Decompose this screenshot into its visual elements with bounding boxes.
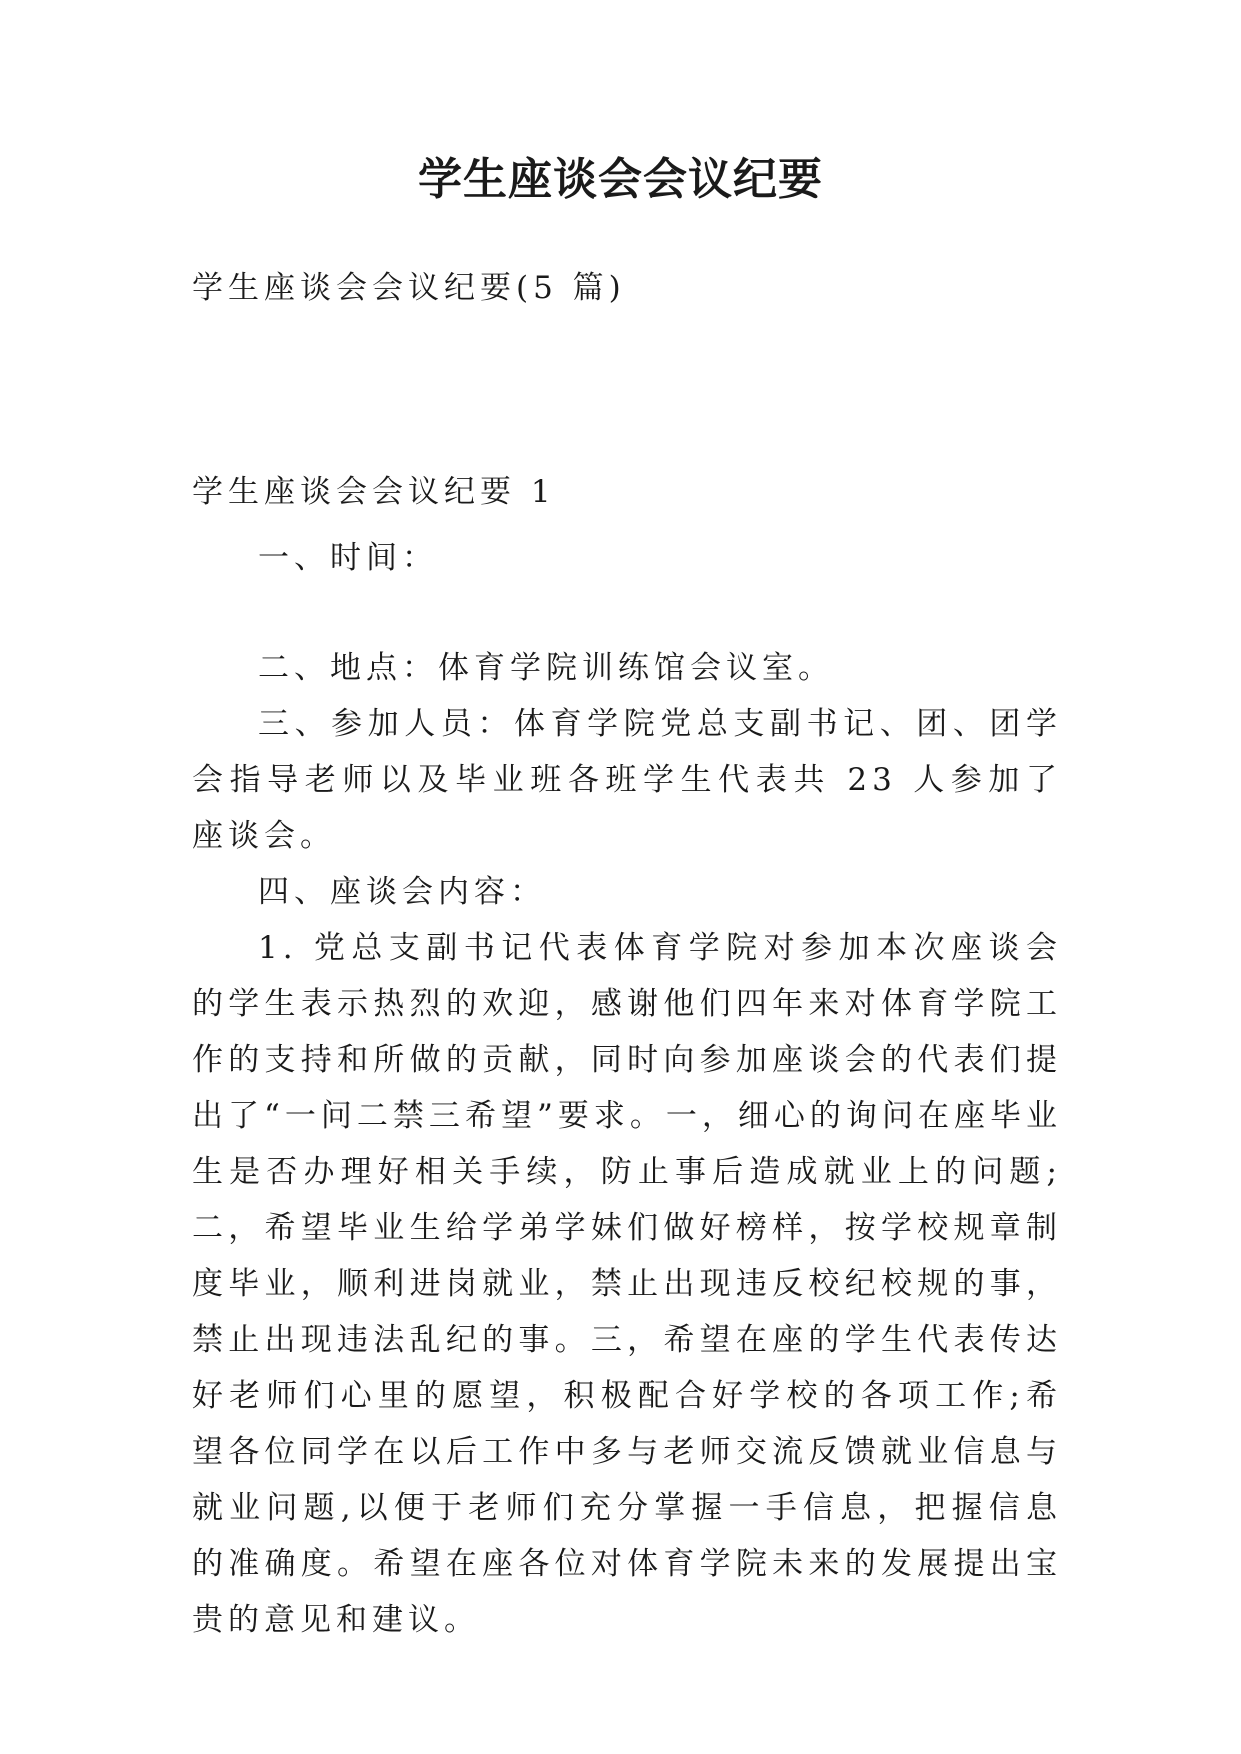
item-participants: 三、参加人员：体育学院党总支副书记、团、团学会指导老师以及毕业班各班学生代表共 23 人参加了座谈会。 bbox=[192, 706, 1062, 854]
document-title: 学生座谈会会议纪要 bbox=[418, 154, 823, 205]
item-time: 一、时间： bbox=[258, 540, 438, 576]
section-heading: 学生座谈会会议纪要 1 bbox=[192, 474, 556, 510]
item-time-block bbox=[192, 530, 1062, 586]
item-content-heading: 四、座谈会内容： bbox=[258, 874, 546, 910]
document-subtitle: 学生座谈会会议纪要(5 篇) bbox=[192, 270, 626, 306]
item-place: 二、地点：体育学院训练馆会议室。 bbox=[258, 650, 834, 686]
content-paragraph-1: 1. 党总支副书记代表体育学院对参加本次座谈会的学生表示热烈的欢迎，感谢他们四年来对体育学院工作的支持和所做的贡献，同时向参加座谈会的代表们提出了“一问二禁三希望”要求。一，细心的询问在座毕业生是否办理好相关手续，防止事后造成就业上的问题;二，希望毕业生给学弟学妹们做好榜样，按学校规章制度毕业，顺利进岗就业，禁止出现违反校纪校规的事，禁止出现违法乱纪的事。三，希望在座的学生代表传达好老师们心里的愿望，积极配合好学校的各项工作;希望各位同学在以后工作中多与老师交流反馈就业信息与就业问题,以便于老师们充分掌握一手信息，把握信息的准确度。希望在座各位对体育学院未来的发展提出宝贵的意见和建议。 bbox=[192, 930, 1062, 1638]
body-content bbox=[192, 640, 1062, 1648]
